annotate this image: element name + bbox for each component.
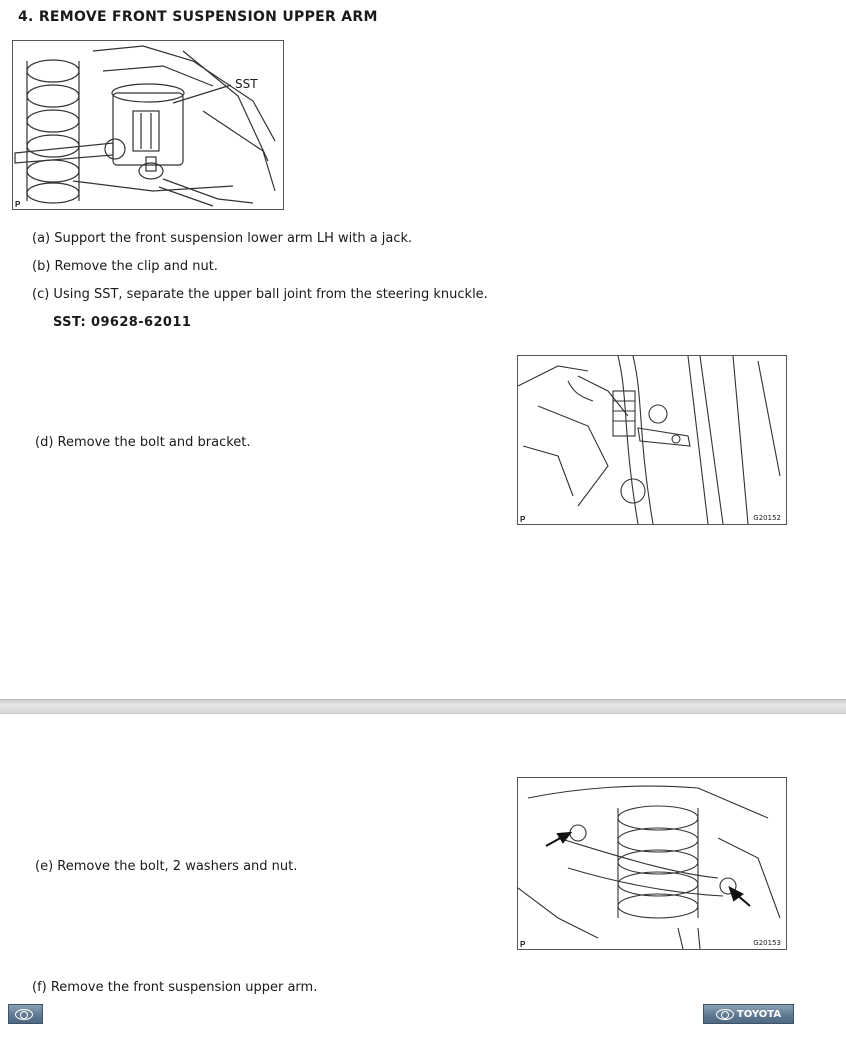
step-d: (d) Remove the bolt and bracket. bbox=[35, 435, 251, 450]
page-divider bbox=[0, 699, 846, 714]
figure2-corner-mark: P bbox=[520, 515, 526, 524]
illustration-upper-arm bbox=[518, 778, 786, 949]
step-c: (c) Using SST, separate the upper ball joint from the steering knuckle. bbox=[32, 287, 488, 302]
toyota-emblem-icon bbox=[716, 1009, 734, 1020]
figure3-corner-mark: P bbox=[520, 940, 526, 949]
illustration-bolt-bracket bbox=[518, 356, 786, 524]
figure3-id: G20153 bbox=[753, 939, 781, 947]
illustration-sst-on-knuckle bbox=[13, 41, 283, 209]
figure1-corner-mark: P bbox=[15, 200, 21, 209]
section-title: 4. REMOVE FRONT SUSPENSION UPPER ARM bbox=[18, 9, 378, 25]
sst-callout-label: SST bbox=[235, 77, 258, 91]
figure-bolt-bracket bbox=[517, 355, 787, 525]
step-a: (a) Support the front suspension lower arm LH with a jack. bbox=[32, 231, 413, 246]
step-e: (e) Remove the bolt, 2 washers and nut. bbox=[35, 859, 298, 874]
step-b: (b) Remove the clip and nut. bbox=[32, 259, 218, 274]
figure-sst-ball-joint bbox=[12, 40, 284, 210]
step-f: (f) Remove the front suspension upper arm. bbox=[32, 980, 318, 995]
toyota-emblem-icon bbox=[15, 1009, 33, 1020]
sst-number: SST: 09628-62011 bbox=[53, 315, 192, 330]
home-button[interactable] bbox=[8, 1004, 43, 1024]
figure-bolt-washers-nut bbox=[517, 777, 787, 950]
toyota-button-label: TOYOTA bbox=[736, 1008, 782, 1020]
toyota-button[interactable] bbox=[703, 1004, 794, 1024]
figure2-id: G20152 bbox=[753, 514, 781, 522]
